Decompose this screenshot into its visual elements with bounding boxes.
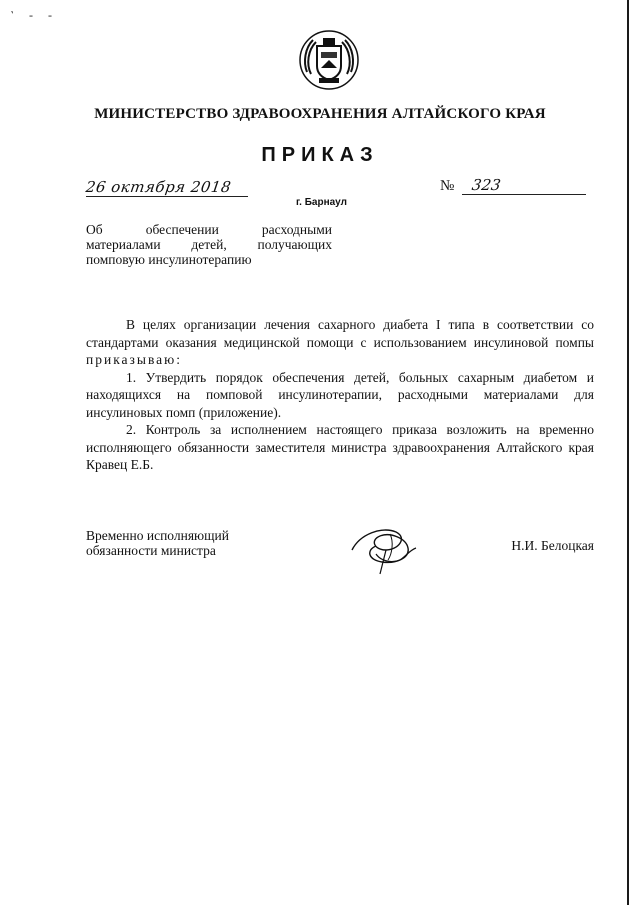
- position-line: Временно исполняющий: [86, 528, 229, 543]
- coat-of-arms-icon: [297, 28, 361, 92]
- subject-line: помповую инсулинотерапию: [86, 252, 252, 267]
- intro-colon: :: [176, 352, 180, 367]
- number-label: №: [440, 178, 455, 194]
- subject-line: Об обеспечении расходными: [86, 222, 332, 237]
- signatory-name: Н.И. Белоцкая: [511, 538, 594, 553]
- position-line: обязанности министра: [86, 543, 216, 558]
- document-title: ПРИКАЗ: [261, 144, 379, 166]
- number-underline: [462, 194, 586, 195]
- subject-line: материалами детей, получающих: [86, 237, 332, 252]
- order-keyword: приказываю: [86, 352, 177, 367]
- scan-edge: [627, 0, 629, 905]
- handwritten-signature: [346, 520, 426, 576]
- date-underline: [86, 196, 248, 197]
- intro-paragraph: [86, 316, 594, 369]
- order-item-2: 2. Контроль за исполнением настоящего приказа возложить на временно исполняющего обязанности заместителя министра здравоохранения Алтайского края Кравец Е.Б.: [86, 422, 594, 472]
- order-number: 323: [470, 176, 502, 194]
- ministry-name: МИНИСТЕРСТВО ЗДРАВООХРАНЕНИЯ АЛТАЙСКОГО КРАЯ: [94, 106, 546, 122]
- order-subject: [86, 222, 332, 267]
- order-item-1: 1. Утвердить порядок обеспечения детей, больных сахарным диабетом и находящихся на помповой инсулинотерапии, расходными материалами для инсулиновых помп (приложение).: [86, 369, 594, 420]
- city: г. Барнаул: [296, 197, 347, 208]
- order-date: 26 октября 2018: [84, 178, 233, 196]
- scan-artifacts: ˺ - -: [10, 8, 58, 22]
- intro-text: В целях организации лечения сахарного диабета I типа в соответствии со стандартами оказания медицинской помощи с использованием инсулиновой помпы: [86, 317, 594, 350]
- order-body: [86, 316, 594, 474]
- signatory-position: [86, 528, 229, 558]
